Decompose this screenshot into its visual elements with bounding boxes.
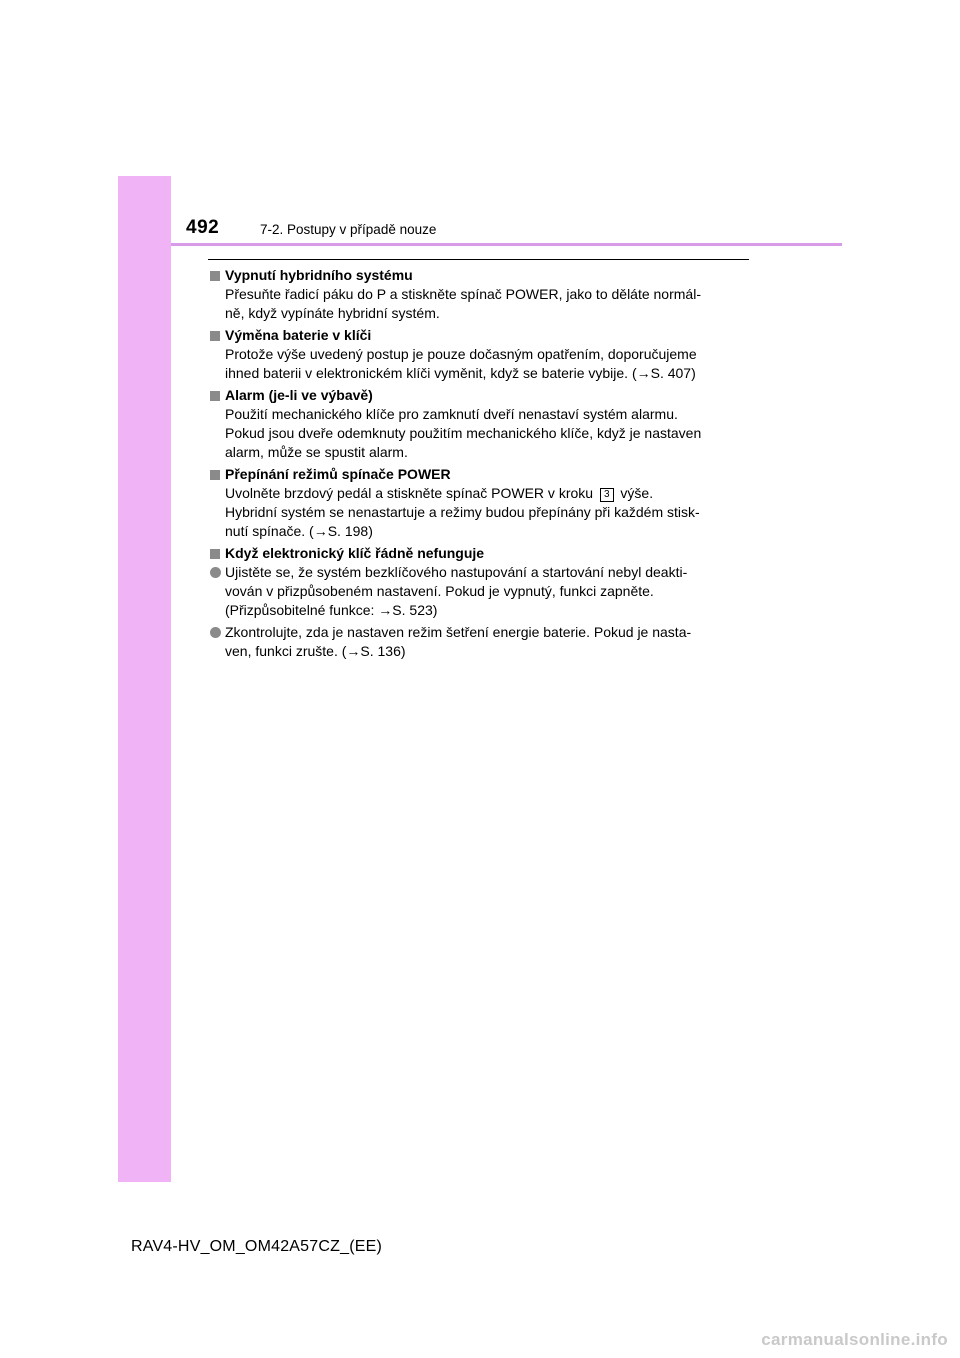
section-alarm (210, 386, 748, 462)
section-paragraph: Přesuňte řadicí páku do P a stiskněte spínač POWER, jako to děláte normál- ně, když vypínáte hybridní systém. (225, 286, 701, 321)
section-vymena-baterie (210, 326, 748, 383)
section-prepinani-rezimu (210, 465, 748, 541)
round-bullet-icon (210, 627, 221, 638)
watermark: carmanualsonline.info (761, 1330, 948, 1349)
section-heading: Výměna baterie v klíči (210, 326, 748, 345)
section-paragraph: Uvolněte brzdový pedál a stiskněte spínač POWER v kroku 3 výše. Hybridní systém se nenastartuje a režimy budou přepínány při každém stisk- nutí spínače. (→S. 198) (225, 485, 700, 539)
section-paragraph: Použití mechanického klíče pro zamknutí dveří nenastaví systém alarmu. Pokud jsou dveře odemknuty použitím mechanického klíče, když je nastaven alarm, může se spustit alarm. (225, 406, 702, 460)
header-divider (171, 243, 842, 246)
document-code: RAV4-HV_OM_OM42A57CZ_(EE) (131, 1238, 382, 1255)
square-bullet-icon (210, 391, 220, 401)
section-heading: Alarm (je-li ve výbavě) (210, 386, 748, 405)
section-heading: Když elektronický klíč řádně nefunguje (210, 544, 748, 563)
list-item: Zkontrolujte, zda je nastaven režim šetření energie baterie. Pokud je nasta- ven, funkci zrušte. (→S. 136) (210, 623, 748, 661)
section-heading: Vypnutí hybridního systému (210, 266, 748, 285)
page-content (210, 266, 748, 664)
section-vypnuti (210, 266, 748, 323)
list-item: Ujistěte se, že systém bezklíčového nastupování a startování nebyl deakti- vován v přizpůsobeném nastavení. Pokud je vypnutý, funkci zapněte. (Přizpůsobitelné funkce: →S. 523) (210, 563, 748, 620)
section-paragraph: Protože výše uvedený postup je pouze dočasným opatřením, doporučujeme ihned baterii v elektronickém klíči vyměnit, když se baterie vybije. (→S. 407) (225, 346, 697, 381)
square-bullet-icon (210, 470, 220, 480)
section-klic-nefunguje (210, 544, 748, 661)
square-bullet-icon (210, 271, 220, 281)
page-number: 492 (186, 217, 220, 238)
section-heading: Přepínání režimů spínače POWER (210, 465, 748, 484)
section-title: 7-2. Postupy v případě nouze (260, 222, 437, 237)
square-bullet-icon (210, 549, 220, 559)
round-bullet-icon (210, 567, 221, 578)
square-bullet-icon (210, 331, 220, 341)
step-number-badge: 3 (600, 488, 614, 502)
chapter-tab-sidebar (118, 176, 171, 1182)
content-divider (208, 259, 749, 260)
